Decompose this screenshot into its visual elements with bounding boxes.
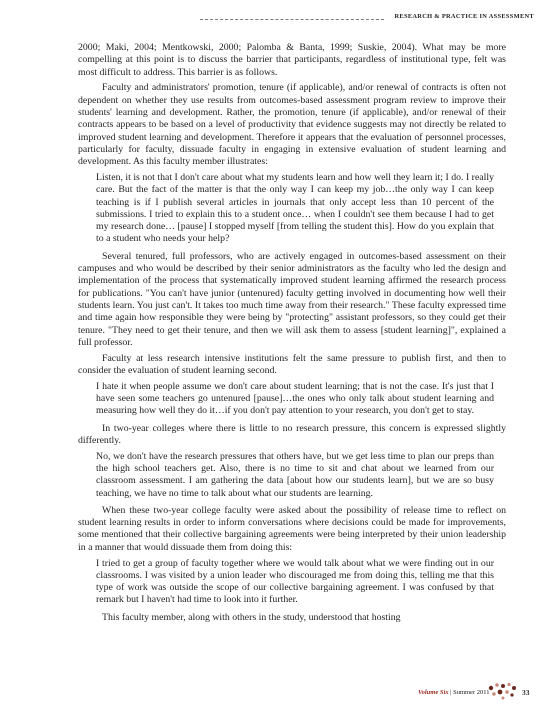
header-dashed-rule: [200, 19, 384, 20]
page-number: 33: [522, 688, 530, 697]
journal-logo-icon: [484, 680, 520, 702]
page-footer: [0, 680, 550, 702]
issue-label: | Summer 2011: [448, 689, 490, 696]
block-quote: I hate it when people assume we don't care about student learning; that is not the case. It's just that I have seen some teachers go untenured [pause]…the ones who only talk about student learning and measuring how well they do it…if you don't pay attention to your research, you don't get to stay.: [96, 380, 494, 417]
running-title: RESEARCH & PRACTICE IN ASSESSMENT: [394, 13, 534, 20]
paragraph: Several tenured, full professors, who are actively engaged in outcomes-based assessment on their campuses and who would be described by their senior administrators as the faculty who led the design and implementation of the process that systematically improved student learning affirmed the research process for publications. "You can't have junior (untenured) faculty getting involved in documenting how well their students learn. You just can't. It takes too much time away from their research." These faculty expressed time and time again how responsible they were being by "protecting" assistant professors, so they could get their tenure. "They need to get their tenure, and then we will ask them to assess [student learning]", explained a full professor.: [78, 250, 506, 348]
paragraph: When these two-year college faculty were asked about the possibility of release time to reflect on student learning results in order to inform conversations where decisions could be made for improvements, some mentioned that their collective bargaining agreements were being interpreted by their union leadership in a manner that would dissuade them from doing this:: [78, 504, 506, 553]
paragraph: 2000; Maki, 2004; Mentkowski, 2000; Palomba & Banta, 1999; Suskie, 2004). What may be more compelling at this point is to discuss the barrier that participants, regardless of institutional type, felt was most difficult to address. This barrier is as follows.: [78, 42, 506, 78]
running-header: [200, 13, 534, 23]
paragraph: This faculty member, along with others in the study, understood that hosting: [102, 611, 401, 623]
block-quote: Listen, it is not that I don't care about what my students learn and how well they learn it; I do. I really care. But the fact of the matter is that the only way I can keep my job…the only way I can keep teaching is if I publish several articles in journals that only accept less than 10 percent of the submissions. I tried to explain this to a student once… when I couldn't see them because I had to get my research done… [pause] I stopped myself [from telling the student this]. How do you explain that to a student who needs your help?: [96, 171, 494, 245]
journal-issue: [418, 689, 490, 696]
block-quote: No, we don't have the research pressures that others have, but we get less time to plan our preps than the high school teachers get. Also, there is no time to sit and chat about we learned from our classroom assessment. I am gathering the data [about how our students learn], but we are so busy teaching, we have no time to talk about what our students are learning.: [96, 450, 494, 499]
volume-label: Volume Six: [418, 689, 449, 696]
paragraph: Faculty at less research intensive institutions felt the same pressure to publish first, and then to consider the evaluation of student learning second.: [78, 352, 506, 376]
article-body: [78, 42, 506, 628]
paragraph: Faculty and administrators' promotion, tenure (if applicable), and/or renewal of contracts is often not dependent on whether they use results from outcomes-based assessment program review to improve their students' learning and development. Rather, the promotion, tenure (if applicable), and/or renewal of their contracts appears to be based on a level of productivity that evidence suggests may not directly be related to improved student learning and development. Therefore it appears that the evaluation of personnel processes, particularly for faculty, dissuade faculty in engaging in extensive evaluation of student learning and development. As this faculty member illustrates:: [78, 82, 506, 168]
paragraph: In two-year colleges where there is little to no research pressure, this concern is expressed slightly differently.: [78, 422, 506, 446]
block-quote: I tried to get a group of faculty together where we would talk about what we were finding out in our classrooms. I was visited by a union leader who discouraged me from doing this, telling me that this type of work was outside the scope of our collective bargaining agreement. I was confused by that remark but I haven't had time to look into it further.: [96, 557, 494, 606]
